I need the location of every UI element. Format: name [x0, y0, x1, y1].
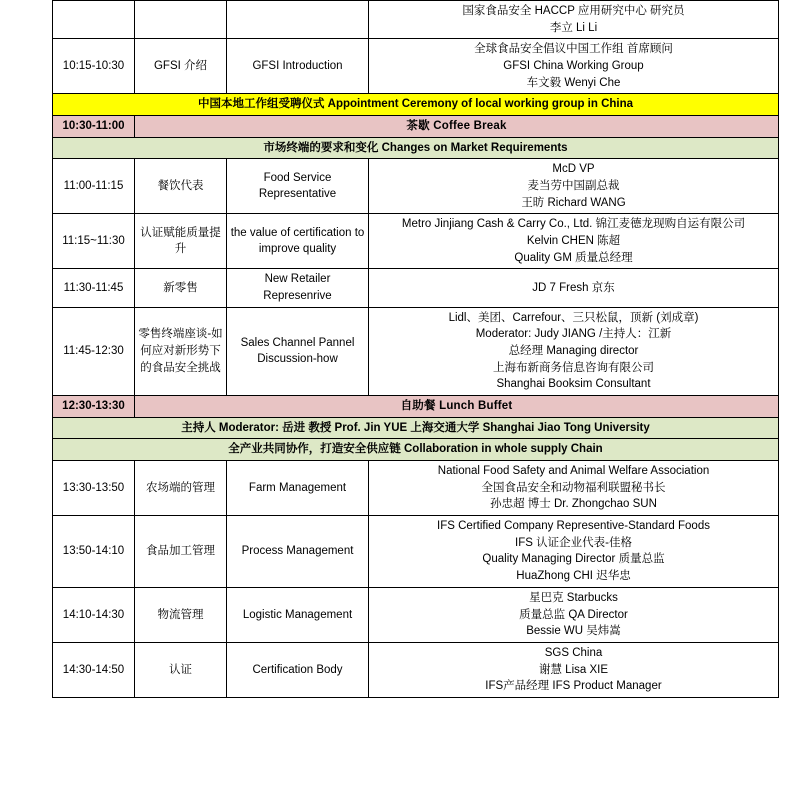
- cell-topic-en: New Retailer Represenrive: [227, 269, 369, 307]
- cell-topic-cn: 认证: [135, 642, 227, 697]
- cell-details: [369, 307, 779, 395]
- detail-line: Quality Managing Director 质量总监: [482, 553, 665, 566]
- table-row-coffee-break: [53, 116, 779, 138]
- cell-banner: 中国本地工作组受聘仪式 Appointment Ceremony of local working group in China: [53, 94, 779, 116]
- table-row: [53, 642, 779, 697]
- cell-details: [369, 642, 779, 697]
- cell-topic-en: Process Management: [227, 516, 369, 588]
- cell-details: [369, 461, 779, 516]
- cell-banner: 全产业共同协作，打造安全供应链 Collaboration in whole supply Chain: [53, 439, 779, 461]
- cell-time: 13:50-14:10: [53, 516, 135, 588]
- table-row: [53, 1, 779, 39]
- detail-line: 谢慧 Lisa XIE: [538, 663, 609, 676]
- table-row: [53, 159, 779, 214]
- cell-details: [369, 587, 779, 642]
- detail-line: 星巴克 Starbucks: [529, 591, 618, 604]
- table-row: [53, 269, 779, 307]
- table-row: [53, 39, 779, 94]
- cell-topic-cn: 物流管理: [135, 587, 227, 642]
- table-row-section-market: [53, 137, 779, 159]
- detail-line: 王昉 Richard WANG: [521, 196, 626, 209]
- detail-line: 麦当劳中国副总裁: [527, 180, 620, 193]
- cell-topic-en: Farm Management: [227, 461, 369, 516]
- table-row: [53, 307, 779, 395]
- agenda-table-body: [53, 1, 779, 698]
- cell-topic-en: GFSI Introduction: [227, 39, 369, 94]
- detail-line: Bessie WU 吴炜嵩: [526, 625, 621, 638]
- detail-line: IFS产品经理 IFS Product Manager: [485, 680, 662, 693]
- detail-line: 李立 Li Li: [549, 21, 598, 34]
- detail-line: 全球食品安全倡议中国工作组 首席顾问: [474, 43, 673, 56]
- detail-line: SGS China: [544, 646, 603, 659]
- cell-topic-cn: 农场端的管理: [135, 461, 227, 516]
- cell-time: 11:00-11:15: [53, 159, 135, 214]
- detail-line: 车文毅 Wenyi Che: [526, 76, 621, 89]
- detail-line: 质量总监 QA Director: [519, 608, 628, 621]
- table-row: [53, 516, 779, 588]
- cell-topic-en: [227, 1, 369, 39]
- detail-line: Lidl、美团、Carrefour、三只松鼠，顶新 (刘成章): [448, 311, 699, 324]
- cell-time: 13:30-13:50: [53, 461, 135, 516]
- cell-time: 11:45-12:30: [53, 307, 135, 395]
- cell-topic-cn: 食品加工管理: [135, 516, 227, 588]
- table-row: [53, 214, 779, 269]
- cell-banner: 自助餐 Lunch Buffet: [135, 396, 779, 418]
- detail-line: 孙忠超 博士 Dr. Zhongchao SUN: [490, 498, 657, 511]
- detail-line: Kelvin CHEN 陈超: [526, 235, 621, 248]
- cell-details: [369, 159, 779, 214]
- table-row-moderator: [53, 417, 779, 439]
- table-row: [53, 461, 779, 516]
- detail-line: Shanghai Booksim Consultant: [496, 378, 651, 391]
- cell-topic-en: Logistic Management: [227, 587, 369, 642]
- detail-line: 全国食品安全和动物福利联盟秘书长: [481, 481, 666, 494]
- cell-time: 10:15-10:30: [53, 39, 135, 94]
- cell-details: [369, 39, 779, 94]
- detail-line: HuaZhong CHI 迟华忠: [516, 570, 631, 583]
- cell-time: 10:30-11:00: [53, 116, 135, 138]
- cell-details: [369, 1, 779, 39]
- cell-topic-cn: 零售终端座谈-如何应对新形势下的食品安全挑战: [135, 307, 227, 395]
- detail-line: JD 7 Fresh 京东: [532, 281, 615, 294]
- cell-time: 14:10-14:30: [53, 587, 135, 642]
- cell-topic-cn: GFSI 介绍: [135, 39, 227, 94]
- cell-banner: 市场终端的要求和变化 Changes on Market Requirements: [53, 137, 779, 159]
- table-row: [53, 587, 779, 642]
- cell-topic-en: the value of certification to improve quality: [227, 214, 369, 269]
- cell-topic-cn: [135, 1, 227, 39]
- detail-line: Quality GM 质量总经理: [514, 251, 633, 264]
- cell-topic-cn: 认证赋能质量提升: [135, 214, 227, 269]
- cell-topic-cn: 餐饮代表: [135, 159, 227, 214]
- detail-line: National Food Safety and Animal Welfare Association: [437, 465, 710, 478]
- cell-details: [369, 214, 779, 269]
- cell-topic-en: Sales Channel Pannel Discussion-how: [227, 307, 369, 395]
- cell-banner: 主持人 Moderator: 岳进 教授 Prof. Jin YUE 上海交通大学 Shanghai Jiao Tong University: [53, 417, 779, 439]
- table-row-section-supply-chain: [53, 439, 779, 461]
- cell-time: 12:30-13:30: [53, 396, 135, 418]
- detail-line: 国家食品安全 HACCP 应用研究中心 研究员: [462, 5, 685, 17]
- cell-details: [369, 516, 779, 588]
- cell-topic-en: Certification Body: [227, 642, 369, 697]
- table-row-appointment-ceremony: [53, 94, 779, 116]
- cell-topic-cn: 新零售: [135, 269, 227, 307]
- table-row-lunch-buffet: [53, 396, 779, 418]
- cell-time: 14:30-14:50: [53, 642, 135, 697]
- cell-banner: 茶歇 Coffee Break: [135, 116, 779, 138]
- agenda-table: [52, 0, 779, 698]
- detail-line: Moderator: Judy JIANG /主持人：江新: [475, 328, 672, 341]
- detail-line: IFS Certified Company Representive-Standard Foods: [437, 520, 710, 533]
- cell-time: 11:15~11:30: [53, 214, 135, 269]
- detail-line: IFS 认证企业代表-佳格: [515, 536, 632, 549]
- cell-time: 11:30-11:45: [53, 269, 135, 307]
- cell-details: [369, 269, 779, 307]
- detail-line: Metro Jinjiang Cash & Carry Co., Ltd. 锦江麦德龙现购自运有限公司: [401, 218, 746, 231]
- detail-line: GFSI China Working Group: [503, 60, 644, 73]
- detail-line: McD VP: [552, 163, 595, 176]
- detail-line: 总经理 Managing director: [508, 345, 639, 358]
- cell-topic-en: Food Service Representative: [227, 159, 369, 214]
- cell-time: [53, 1, 135, 39]
- detail-line: 上海布新商务信息咨询有限公司: [493, 361, 654, 374]
